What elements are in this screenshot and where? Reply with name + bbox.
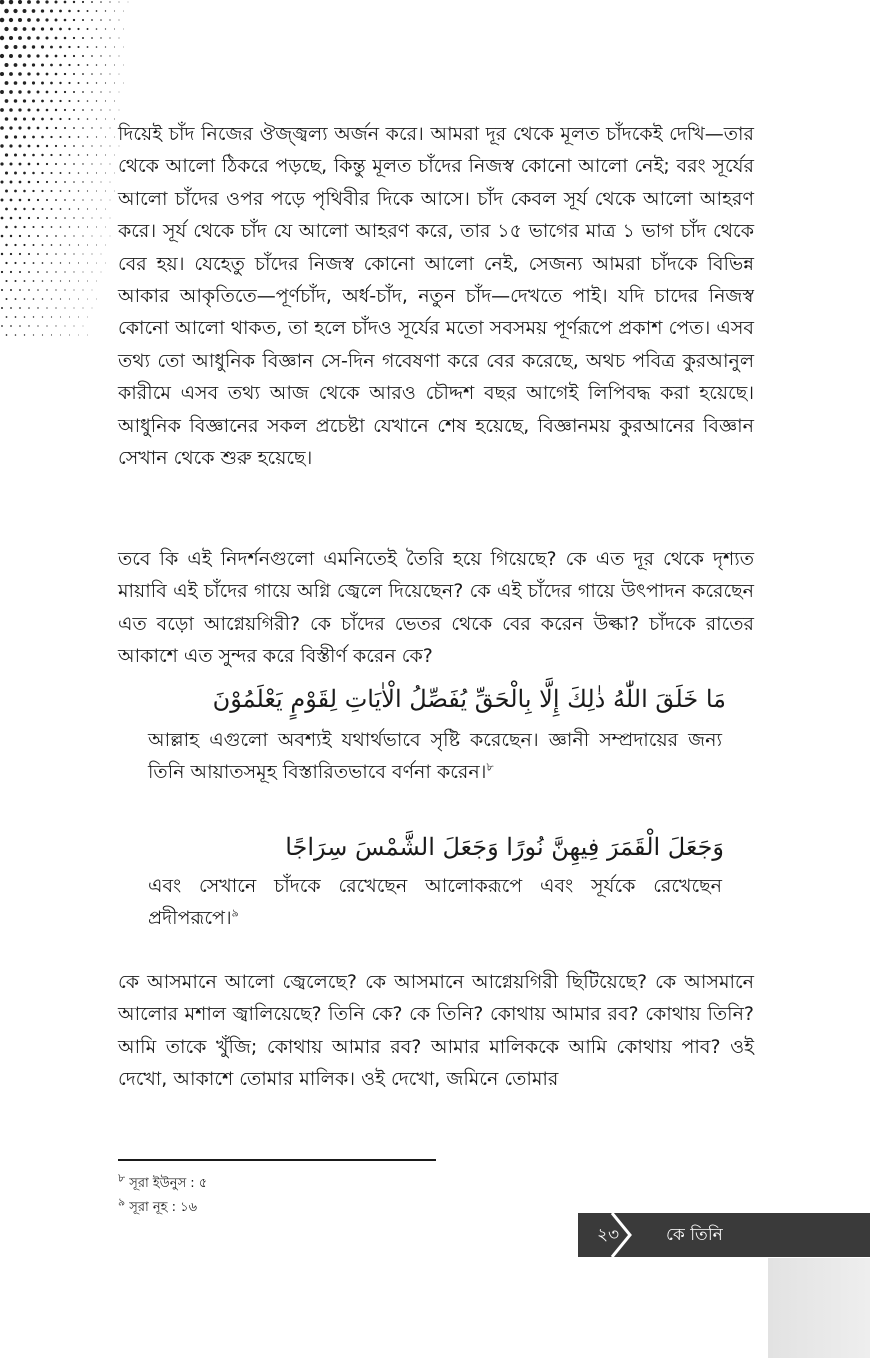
running-title: কে তিনি [666,1225,723,1245]
page-footer-tab [578,1213,870,1257]
footnote-divider [118,1159,436,1161]
footnote-item [118,1196,207,1220]
footnote-ref[interactable]: ৯ [231,906,239,920]
arabic-verse-1: مَا خَلَقَ اللّٰهُ ذٰلِكَ إِلَّا بِالْحَقِّ يُفَصِّلُ الْاٰيَاتِ لِقَوْمٍ يَعْلَمُوْنَ [212,685,726,713]
paragraph-3 [118,966,754,1096]
verse-translation-1 [148,724,722,788]
footnote-item [118,1172,207,1196]
translation-text: এবং সেখানে চাঁদকে রেখেছেন আলোকরূপে এবং সূর্যকে রেখেছেন প্রদীপরূপে। [148,875,722,929]
footnote-num: ৮ [118,1171,126,1185]
arabic-verse-2: وَجَعَلَ الْقَمَرَ فِيهِنَّ نُورًا وَجَعَلَ الشَّمْسَ سِرَاجًا [285,833,724,861]
footnote-num: ৯ [118,1195,126,1209]
paragraph-text: তবে কি এই নিদর্শনগুলো এমনিতেই তৈরি হয়ে গিয়েছে? কে এত দূর থেকে দৃশ্যত মায়াবি এই চাঁদের গায়ে অগ্নি জ্বেলে দিয়েছেন? কে এই চাঁদের গায়ে উৎপাদন করেছেন এত বড়ো আগ্নেয়গিরী? কে চাঁদের ভেতর থেকে বের করেন উল্কা? চাঁদকে রাতের আকাশে এত সুন্দর করে বিস্তীর্ণ করেন কে? [118,548,754,668]
chevron-right-icon [608,1213,634,1257]
footnotes [118,1172,207,1220]
footnote-text: সূরা ইউনুস : ৫ [129,1176,208,1191]
verse-translation-2 [148,870,722,934]
page-corner-shadow [768,1258,870,1358]
paragraph-text: দিয়েই চাঁদ নিজের ঔজ্জ্বল্য অর্জন করে। আমরা দূর থেকে মূলত চাঁদকেই দেখি—তার থেকে আলো ঠিকরে পড়ছে, কিন্তু মূলত চাঁদের নিজস্ব কোনো আলো নেই; বরং সূর্যের আলো চাঁদের ওপর পড়ে পৃথিবীর দিকে আসে। চাঁদ কেবল সূর্য থেকে আলো আহরণ করে। সূর্য থেকে চাঁদ যে আলো আহরণ করে, তার ১৫ ভাগের মাত্র ১ ভাগ চাঁদ থেকে বের হয়। যেহেতু চাঁদের নিজস্ব কোনো আলো নেই, সেজন্য আমরা চাঁদকে বিভিন্ন আকার আকৃতিতে—পূর্ণচাঁদ, অর্ধ-চাঁদ, নতুন চাঁদ—দেখতে পাই। যদি চাদের নিজস্ব কোনো আলো থাকত, তা হলে চাঁদও সূর্যের মতো সবসময় পূর্ণরূপে প্রকাশ পেত। এসব তথ্য তো আধুনিক বিজ্ঞান সে-দিন গবেষণা করে বের করেছে, অথচ পবিত্র কুরআনুল কারীমে এসব তথ্য আজ থেকে আরও চৌদ্দশ বছর আগেই লিপিবদ্ধ করা হয়েছে। আধুনিক বিজ্ঞানের সকল প্রচেষ্টা যেখানে শেষ হয়েছে, বিজ্ঞানময় কুরআনের বিজ্ঞান সেখান থেকে শুরু হয়েছে। [118,123,754,470]
translation-text: আল্লাহ এগুলো অবশ্যই যথার্থভাবে সৃষ্টি করেছেন। জ্ঞানী সম্প্রদায়ের জন্য তিনি আয়াতসমূহ বিস্তারিতভাবে বর্ণনা করেন। [148,729,722,783]
page-number: ২৩ [596,1225,620,1245]
paragraph-text: কে আসমানে আলো জ্বেলেছে? কে আসমানে আগ্নেয়গিরী ছিটিয়েছে? কে আসমানে আলোর মশাল জ্বালিয়েছে? তিনি কে? কে তিনি? কোথায় আমার রব? কোথায় তিনি? আমি তাকে খুঁজি; কোথায় আমার রব? আমার মালিককে আমি কোথায় পাব? ওই দেখো, আকাশে তোমার মালিক। ওই দেখো, জমিনে তোমার [118,971,754,1091]
paragraph-2 [118,543,754,673]
footnote-ref[interactable]: ৮ [486,760,494,774]
paragraph-1 [118,118,754,474]
footnote-text: সূরা নূহ : ১৬ [129,1200,198,1215]
